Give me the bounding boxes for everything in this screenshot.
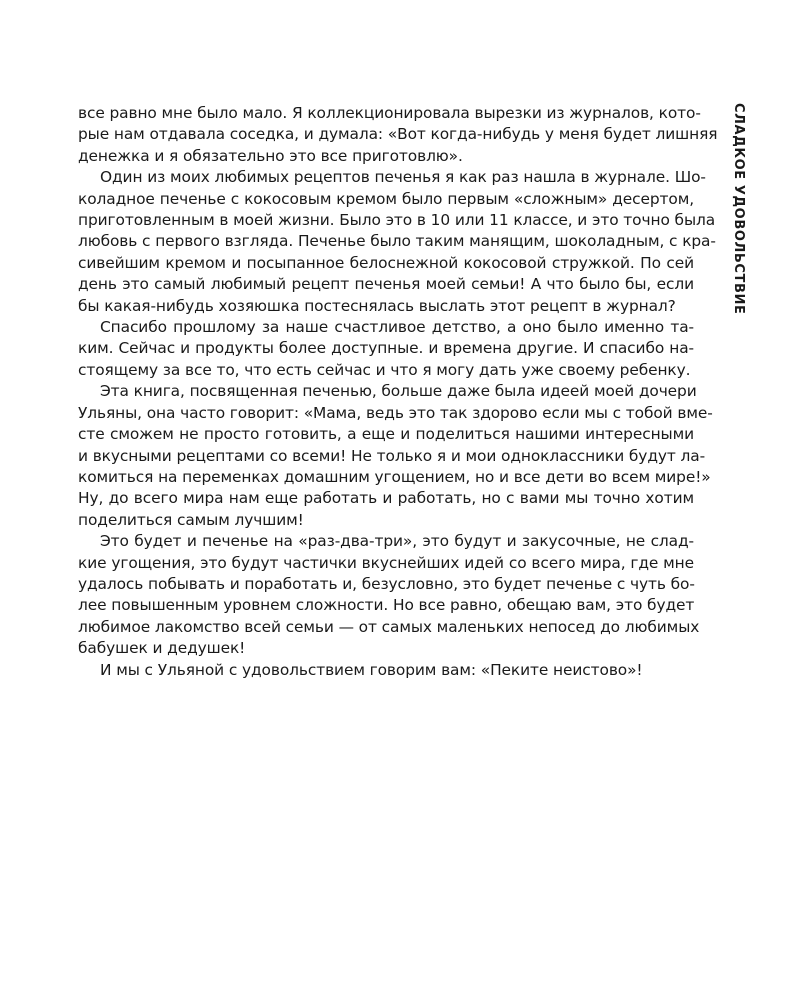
text-line: Эта книга, посвященная печенью, больше даже была идеей моей дочери: [100, 382, 697, 401]
text-line: день это самый любимый рецепт печенья моей семьи! А что было бы, если: [78, 275, 694, 294]
text-line: коладное печенье с кокосовым кремом было первым «сложным» десертом,: [78, 189, 694, 208]
text-line: кие угощения, это будут частички вкуснейших идей со всего мира, где мне: [78, 553, 694, 572]
text-line: ким. Сейчас и продукты более доступные. и времена другие. И спасибо на-: [78, 339, 694, 358]
text-line: Это будет и печенье на «раз-два-три», это будут и закусочные, не слад-: [100, 532, 694, 551]
text-line: сивейшим кремом и посыпанное белоснежной кокосовой стружкой. По сей: [78, 253, 694, 272]
text-line: поделиться самым лучшим!: [78, 510, 304, 529]
page-body-text: [78, 103, 718, 681]
text-line: удалось побывать и поработать и, безусловно, это будет печенье с чуть бо-: [78, 574, 695, 593]
text-line: любовь с первого взгляда. Печенье было таким манящим, шоколадным, с кра-: [78, 232, 716, 251]
text-line: стоящему за все то, что есть сейчас и что я могу дать уже своему ребенку.: [78, 360, 691, 379]
text-line: Один из моих любимых рецептов печенья я как раз нашла в журнале. Шо-: [100, 168, 706, 187]
text-line: рые нам отдавала соседка, и думала: «Вот когда-нибудь у меня будет лишняя: [78, 125, 718, 144]
text-line: Ну, до всего мира нам еще работать и работать, но с вами мы точно хотим: [78, 489, 694, 508]
text-line: денежка и я обязательно это все приготовлю».: [78, 146, 463, 165]
text-line: сте сможем не просто готовить, а еще и поделиться нашими интересными: [78, 425, 694, 444]
running-head: СЛАДКОЕ УДОВОЛЬСТВИЕ: [731, 103, 746, 315]
text-line: Спасибо прошлому за наше счастливое детство, а оно было именно та-: [100, 318, 694, 337]
text-line: И мы с Ульяной с удовольствием говорим вам: «Пеките неистово»!: [100, 660, 643, 679]
text-line: бабушек и дедушек!: [78, 639, 246, 658]
text-line: и вкусными рецептами со всеми! Не только я и мои одноклассники будут ла-: [78, 446, 706, 465]
text-line: лее повышенным уровнем сложности. Но все равно, обещаю вам, это будет: [78, 596, 695, 615]
text-line: приготовленным в моей жизни. Было это в 10 или 11 классе, и это точно была: [78, 211, 716, 230]
text-line: Ульяны, она часто говорит: «Мама, ведь это так здорово если мы с тобой вме-: [78, 403, 713, 422]
text-line: комиться на переменках домашним угощением, но и все дети во всем мире!»: [78, 467, 711, 486]
text-line: любимое лакомство всей семьи — от самых маленьких непосед до любимых: [78, 617, 700, 636]
text-line: бы какая-нибудь хозяюшка постеснялась выслать этот рецепт в журнал?: [78, 296, 676, 315]
text-line: все равно мне было мало. Я коллекционировала вырезки из журналов, кото-: [78, 104, 701, 122]
